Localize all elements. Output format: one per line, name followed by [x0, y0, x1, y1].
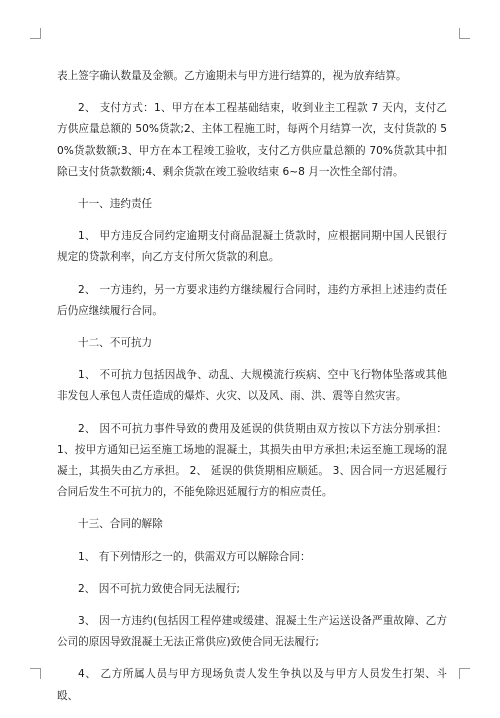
crop-mark-top-left [30, 28, 41, 39]
section-heading-breach: 十一、违约责任 [78, 198, 153, 211]
document-body [57, 66, 447, 718]
paragraph-payment-method: 2、 支付方式：1、甲方在本工程基础结束，收到业主工程款 7 天内，支付乙方供应量总额的 50%货款;2、主体工程施工时，每两个月结算一次，支付货款的 50%货款数额;3、甲方在本工程竣工验收，支付乙方供应量总额的 70%货款其中扣除已支付货款数额;4、剩余货款在竣工验收结束 6~8 月一次性全部付清。 [57, 102, 447, 178]
section-heading-termination: 十三、合同的解除 [78, 518, 163, 531]
crop-mark-bottom-left [30, 668, 41, 679]
paragraph-settlement-end: 表上签字确认数量及金额。乙方逾期未与甲方进行结算的，视为放弃结算。 [57, 70, 407, 82]
paragraph-termination-3: 3、 因一方违约(包括因工程停建或缓建、混凝土生产运送设备严重故障、乙方公司的原因导致混凝土无法正常供应)致使合同无法履行; [57, 615, 447, 649]
crop-mark-top-right [459, 28, 470, 39]
paragraph-termination-1: 1、 有下列情形之一的，供需双方可以解除合同： [78, 550, 311, 563]
paragraph-breach-2: 2、 一方违约，另一方要求违约方继续履行合同时，违约方承担上述违约责任后仍应继续履行合同。 [57, 283, 447, 317]
paragraph-force-majeure-1: 1、 不可抗力包括因战争、动乱、大规模流行疾病、空中飞行物体坠落或其他非发包人承包人责任造成的爆炸、火灾、以及风、雨、洪、震等自然灾害。 [57, 369, 447, 403]
section-heading-force-majeure: 十二、不可抗力 [78, 337, 153, 350]
paragraph-termination-4: 4、 乙方所属人员与甲方现场负责人发生争执以及与甲方人员发生打架、斗殴、 [57, 668, 447, 702]
paragraph-termination-2: 2、 因不可抗力致使合同无法履行; [78, 582, 240, 595]
crop-mark-bottom-right [459, 668, 470, 679]
paragraph-force-majeure-2: 2、 因不可抗力事件导致的费用及延误的供货期由双方按以下方法分别承担：1、按甲方通知已运至施工场地的混凝土，其损失由甲方承担;未运至施工现场的混凝土，其损失由乙方承担。 2、 延误的供货期相应顺延。 3、因合同一方迟延履行合同后发生不可抗力的，不能免除迟延履行方的相应责任。 [57, 422, 447, 499]
paragraph-breach-1: 1、 甲方违反合同约定逾期支付商品混凝土货款时，应根据同期中国人民银行规定的贷款利率，向乙方支付所欠货款的利息。 [57, 230, 447, 264]
